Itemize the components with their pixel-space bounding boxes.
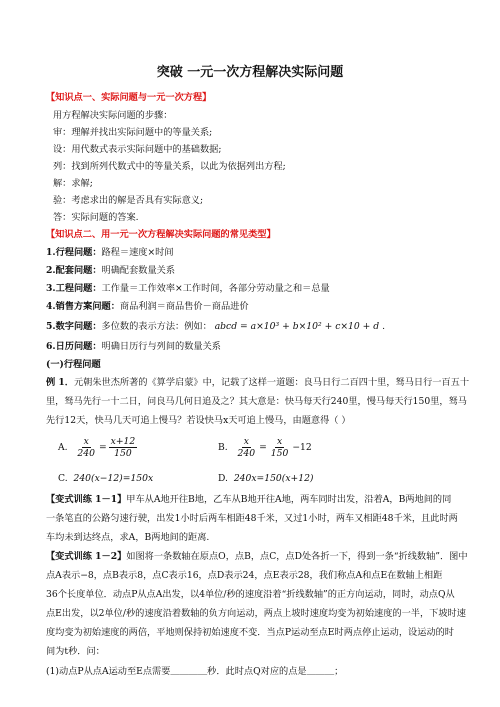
step-line: 审：理解并找出实际问题中的等量关系; (53, 127, 213, 138)
variant-1-2-question-1: (1)动点P从点A运动至E点需要＿＿＿＿秒．此时点Q对应的点是＿＿＿； (46, 666, 344, 677)
variant-1-1-line: 【变式训练 1－1】甲车从A地开往B地，乙车从B地开往A地，两车同时出发，沿着A，B两地间的同 (46, 494, 452, 505)
knowledge-point-1-header: 【知识点一、实际问题与一元一次方程】 (46, 92, 212, 103)
variant-1-2-line: 36个长度单位．动点P从点A出发，以4单位/秒的速度沿着“折线数轴”的正方向运动，同时，动点Q从 (46, 589, 455, 600)
type-item: 4.销售方案问题：商品利润＝商品售价－商品进价 (46, 301, 249, 312)
knowledge-point-2-header: 【知识点二、用一元一次方程解决实际问题的常见类型】 (46, 229, 276, 240)
option-a[interactable]: A. $\frac{x}{240}$ = $\frac{x+12}{150}$ (58, 436, 136, 460)
type-item: 5.数字问题：多位数的表示方法：例如： abcd = a×10³ + b×10² + c×10 + d . (46, 321, 386, 332)
type-item: 1.行程问题：路程＝速度×时间 (46, 247, 174, 258)
step-line: 解：求解; (53, 178, 93, 189)
step-line: 设：用代数式表示实际问题中的基础数据; (53, 144, 222, 155)
option-b[interactable]: B. $\frac{x}{240}$ = $\frac{x}{150}$ −12 (218, 436, 312, 460)
variant-1-1-line: 一条笔直的公路匀速行驶，出发1小时后两车相距48千米，又过1小时，两车又相距48千米，且此时两 (46, 513, 458, 524)
variant-1-2-line: 间为t秒．问： (46, 646, 105, 657)
fraction: $\frac{x}{240}$ (77, 436, 95, 460)
step-line: 验：考虑求出的解是否具有实际意义; (53, 195, 204, 206)
fraction: $\frac{x}{240}$ (237, 436, 256, 460)
variant-1-2-line: 【变式训练 1－2】如图将一条数轴在原点O，点B，点C，点D处各折一下，得到一条“折线数轴”．图中 (46, 551, 468, 562)
fraction: $\frac{x}{150}$ (270, 436, 289, 460)
step-line: 列：找到所列代数式中的等量关系，以此为依据列出方程; (53, 161, 286, 172)
example-1-line: 例 1．元朝朱世杰所著的《算学启蒙》中，记载了这样一道题：良马日行二百四十里，驽马日行一百五十 (46, 377, 470, 388)
number-formula: abcd = a×10³ + b×10² + c×10 + d . (214, 321, 386, 332)
page-title: 突破 一元一次方程解决实际问题 (156, 65, 344, 80)
option-c[interactable]: C. 240(x−12)=150x (58, 473, 154, 484)
step-line: 答：实际问题的答案. (53, 212, 139, 223)
example-1-line: 里，驽马先行一十二日，问良马几何日追及之？其大意是：快马每天行240里，慢马每天行150里，驽马 (46, 396, 467, 407)
type-item: 2.配套问题：明确配套数量关系 (46, 265, 176, 276)
option-d[interactable]: D. 240x=150(x+12) (218, 473, 314, 484)
type-item: 3.工程问题：工作量＝工作效率×工作时间，各部分劳动量之和＝总量 (46, 283, 330, 294)
section-heading: (一)行程问题 (46, 359, 101, 370)
example-1-line: 先行12天，快马几天可追上慢马？若设快马x天可追上慢马，由题意得（ ） (46, 415, 351, 426)
steps-intro: 用方程解决实际问题的步骤： (53, 110, 173, 121)
variant-1-2-line: 点A表示−8，点B表示8，点C表示16，点D表示24，点E表示28，我们称点A和点E在数轴上相距 (46, 570, 443, 581)
variant-1-1-line: 车均未到达终点，求A，B两地间的距离. (46, 532, 210, 543)
fraction: $\frac{x+12}{150}$ (110, 436, 136, 460)
variant-1-2-line: 点E出发，以2单位/秒的速度沿着数轴的负方向运动，两点上坡时速度均变为初始速度的一半，下坡时速 (46, 608, 466, 619)
type-item: 6.日历问题：明确日历行与列间的数量关系 (46, 341, 221, 352)
variant-1-2-line: 度均变为初始速度的两倍，平地则保持初始速度不变．当点P运动至点E时两点停止运动，设运动的时 (46, 627, 454, 638)
